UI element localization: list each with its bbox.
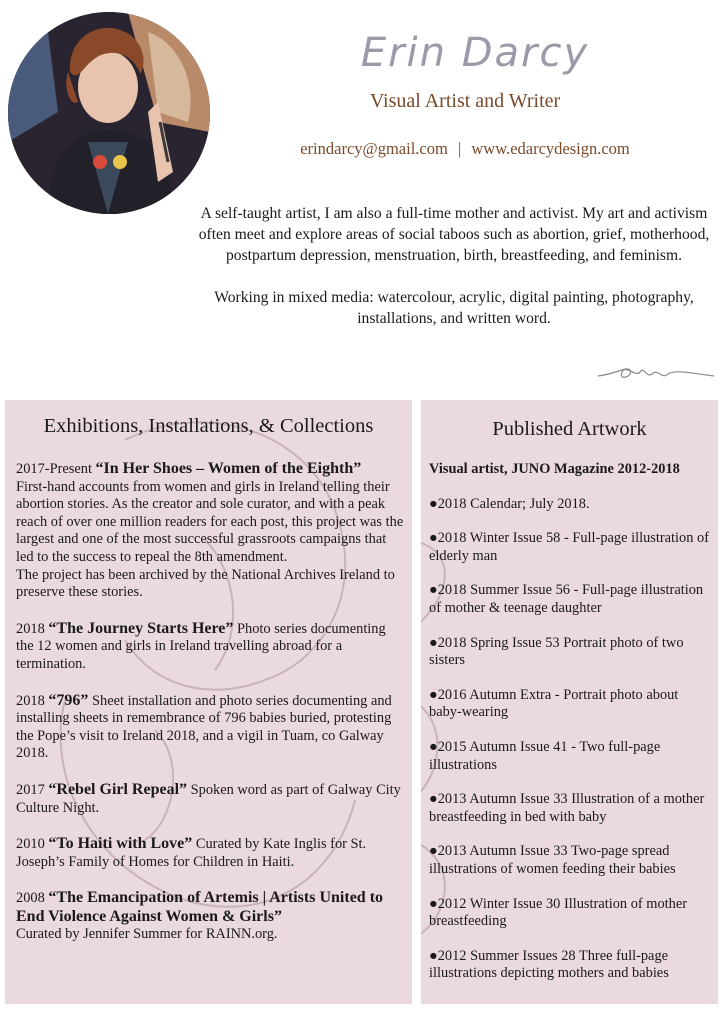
exhibition-entry: [16, 835, 404, 871]
exhibition-note: The project has been archived by the National Archives Ireland to preserve these stories.: [16, 566, 395, 601]
exhibition-entry: [16, 889, 404, 944]
signature-icon: [596, 358, 716, 386]
exhibition-year: 2017-Present: [16, 461, 92, 477]
published-item: ●2018 Winter Issue 58 - Full-page illustration of elderly man: [429, 530, 710, 564]
exhibition-description: First-hand accounts from women and girls in Ireland telling their abortion stories. As the creator and sole curator, and with a peak reach of over one million readers for each post, this project was the largest and one of the most successful grassroots campaigns that led to the success to repeal the 8th amendment.: [16, 478, 404, 565]
exhibition-entry: [16, 620, 404, 674]
published-item: ●2016 Autumn Extra - Portrait photo about baby-wearing: [429, 686, 679, 721]
website-link[interactable]: www.edarcydesign.com: [471, 139, 630, 158]
exhibition-description: Spoken word as part of Galway City Culture Night.: [16, 781, 401, 816]
contact-separator: |: [457, 139, 462, 158]
published-heading: Visual artist, JUNO Magazine 2012-2018: [429, 461, 680, 477]
exhibition-year: 2018: [16, 692, 45, 709]
exhibitions-title: Exhibitions, Installations, & Collections: [43, 415, 374, 437]
published-item: ●2013 Autumn Issue 33 Illustration of a mother breastfeeding in bed with baby: [429, 791, 705, 825]
bio-section: [190, 203, 718, 350]
exhibition-year: 2010: [16, 836, 45, 853]
exhibition-entry: [16, 781, 404, 817]
exhibition-description: Photo series documenting the 12 women and girls in Ireland travelling abroad for a termination.: [16, 620, 386, 672]
published-item: ●2012 Winter Issue 30 Illustration of mother breastfeeding: [429, 895, 688, 930]
exhibition-year: 2008: [16, 890, 45, 907]
exhibition-title: “To Haiti with Love”: [48, 835, 193, 853]
bio-paragraph-1: A self-taught artist, I am also a full-time mother and activist. My art and activism often meet and explore areas of social taboos such as abortion, grief, motherhood, postpartum depression, menstruation, birth, breastfeeding, and feminism.: [198, 205, 710, 264]
exhibition-year: 2017: [16, 781, 45, 798]
bio-paragraph-2: Working in mixed media: watercolour, acrylic, digital painting, photography, installations, and written word.: [214, 289, 694, 327]
published-item: ●2015 Autumn Issue 41 - Two full-page illustrations: [429, 738, 661, 773]
exhibition-description: Curated by Jennifer Summer for RAINN.org.: [16, 926, 278, 943]
exhibition-description: Curated by Kate Inglis for St. Joseph’s Family of Homes for Children in Haiti.: [16, 836, 367, 870]
exhibition-year: 2018: [16, 620, 45, 637]
exhibition-title: “The Journey Starts Here”: [48, 619, 234, 637]
artist-subtitle: Visual Artist and Writer: [369, 90, 561, 112]
exhibition-title: “Rebel Girl Repeal”: [48, 780, 188, 798]
exhibition-title: “In Her Shoes – Women of the Eighth”: [95, 460, 362, 477]
published-item: ●2018 Spring Issue 53 Portrait photo of two sisters: [429, 634, 684, 669]
portrait-illustration: [8, 12, 210, 214]
exhibition-entry: [16, 460, 404, 602]
exhibition-title: “796”: [48, 691, 89, 709]
published-item: ●2012 Summer Issues 28 Three full-page illustrations depicting mothers and babies: [429, 947, 669, 982]
published-panel: [421, 400, 718, 1004]
published-item: ●2018 Summer Issue 56 - Full-page illustration of mother & teenage daughter: [429, 582, 704, 616]
contact-line: [270, 139, 660, 159]
published-item: ●2018 Calendar; July 2018.: [429, 495, 590, 512]
profile-photo: [8, 12, 210, 214]
exhibition-title: “The Emancipation of Artemis | Artists United to End Violence Against Women & Girls”: [16, 889, 384, 925]
exhibitions-panel: [5, 400, 412, 1004]
published-title: Published Artwork: [492, 418, 647, 440]
artist-name: Erin Darcy: [360, 30, 590, 76]
exhibition-description: Sheet installation and photo series documenting and installing sheets in remembrance of 796 babies buried, protesting the Pope’s visit to Ireland 2018, and a vigil in Tuam, co Galway 2018.: [16, 692, 392, 762]
email-link[interactable]: erindarcy@gmail.com: [300, 139, 448, 158]
exhibition-entry: [16, 692, 404, 763]
published-item: ●2013 Autumn Issue 33 Two-page spread illustrations of women feeding their babies: [429, 843, 676, 877]
